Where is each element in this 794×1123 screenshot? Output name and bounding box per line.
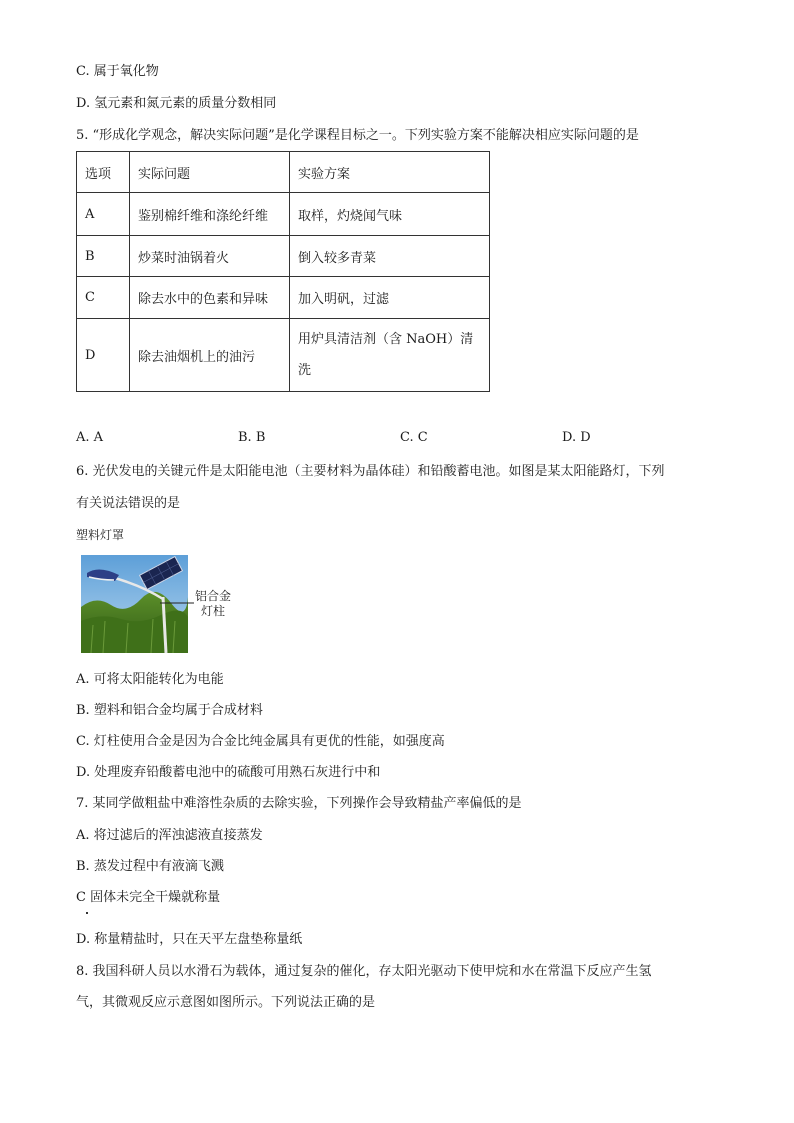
answer-options (76, 430, 696, 450)
row-option: B (77, 236, 130, 277)
question-7-option-c: C 固体未完全干燥就称量 (76, 890, 221, 905)
answer-option-a: A. A (76, 430, 104, 445)
question-7-option-d: D. 称量精盐时，只在天平左盘垫称量纸 (76, 932, 303, 947)
row-option: A (77, 193, 130, 236)
header-plan: 实验方案 (290, 152, 490, 193)
row-plan: 倒入较多青菜 (290, 236, 490, 277)
question-6-option-c: C. 灯柱使用合金是因为合金比纯金属具有更优的性能，如强度高 (76, 734, 445, 749)
row-plan-cell (290, 319, 490, 392)
row-problem: 炒菜时油锅着火 (130, 236, 290, 277)
text-line-d: D. 氢元素和氮元素的质量分数相同 (76, 96, 277, 111)
row-problem: 除去水中的色素和异味 (130, 277, 290, 319)
table-row (77, 236, 490, 277)
question-6-line1: 6. 光伏发电的关键元件是太阳能电池（主要材料为晶体硅）和铅酸蓄电池。如图是某太阳能路灯，下列 (76, 464, 665, 479)
table-header-row (77, 152, 490, 193)
row-problem: 除去油烟机上的油污 (130, 319, 290, 392)
question-6-option-d: D. 处理废弃铅酸蓄电池中的硫酸可用熟石灰进行中和 (76, 765, 381, 780)
table-row (77, 193, 490, 236)
question-8-line1: 8. 我国科研人员以水滑石为载体，通过复杂的催化，存太阳光驱动下使甲烷和水在常温下反应产生氢 (76, 964, 652, 979)
question-7-option-b: B. 蒸发过程中有液滴飞溅 (76, 859, 224, 874)
question-5: 5. “形成化学观念，解决实际问题”是化学课程目标之一。下列实验方案不能解决相应实际问题的是 (76, 128, 639, 143)
label-alloy-pole-2: 灯柱 (201, 604, 226, 618)
row-option: C (77, 277, 130, 319)
row-plan: 取样，灼烧闻气味 (290, 193, 490, 236)
question-6-option-a: A. 可将太阳能转化为电能 (76, 672, 224, 687)
row-problem: 鉴别棉纤维和涤纶纤维 (130, 193, 290, 236)
row-plan: 用炉具清洁剂（含 NaOH）清 (298, 332, 474, 347)
table-row (77, 277, 490, 319)
row-plan: 加入明矾，过滤 (290, 277, 490, 319)
question-7-option-a: A. 将过滤后的浑浊滤液直接蒸发 (76, 828, 263, 843)
stray-dot (86, 912, 88, 914)
label-plastic-cover: 塑料灯罩 (76, 528, 125, 542)
row-plan-continued: 洗 (298, 363, 312, 378)
table-row (77, 319, 490, 392)
question-6-option-b: B. 塑料和铝合金均属于合成材料 (76, 703, 263, 718)
header-option: 选项 (77, 152, 130, 193)
answer-option-b: B. B (238, 430, 266, 445)
header-problem: 实际问题 (130, 152, 290, 193)
experiment-table (76, 151, 490, 392)
text-line-c: C. 属于氧化物 (76, 64, 159, 79)
answer-option-c: C. C (400, 430, 428, 445)
label-alloy-pole-1: 铝合金 (195, 589, 232, 603)
pole-label-pointer (160, 600, 200, 606)
question-7: 7. 某同学做粗盐中难溶性杂质的去除实验，下列操作会导致精盐产率偏低的是 (76, 796, 522, 811)
question-8-line2: 气，其微观反应示意图如图所示。下列说法正确的是 (76, 995, 376, 1010)
question-6-line2: 有关说法错误的是 (76, 496, 181, 511)
answer-option-d: D. D (562, 430, 591, 445)
row-option: D (77, 319, 130, 392)
